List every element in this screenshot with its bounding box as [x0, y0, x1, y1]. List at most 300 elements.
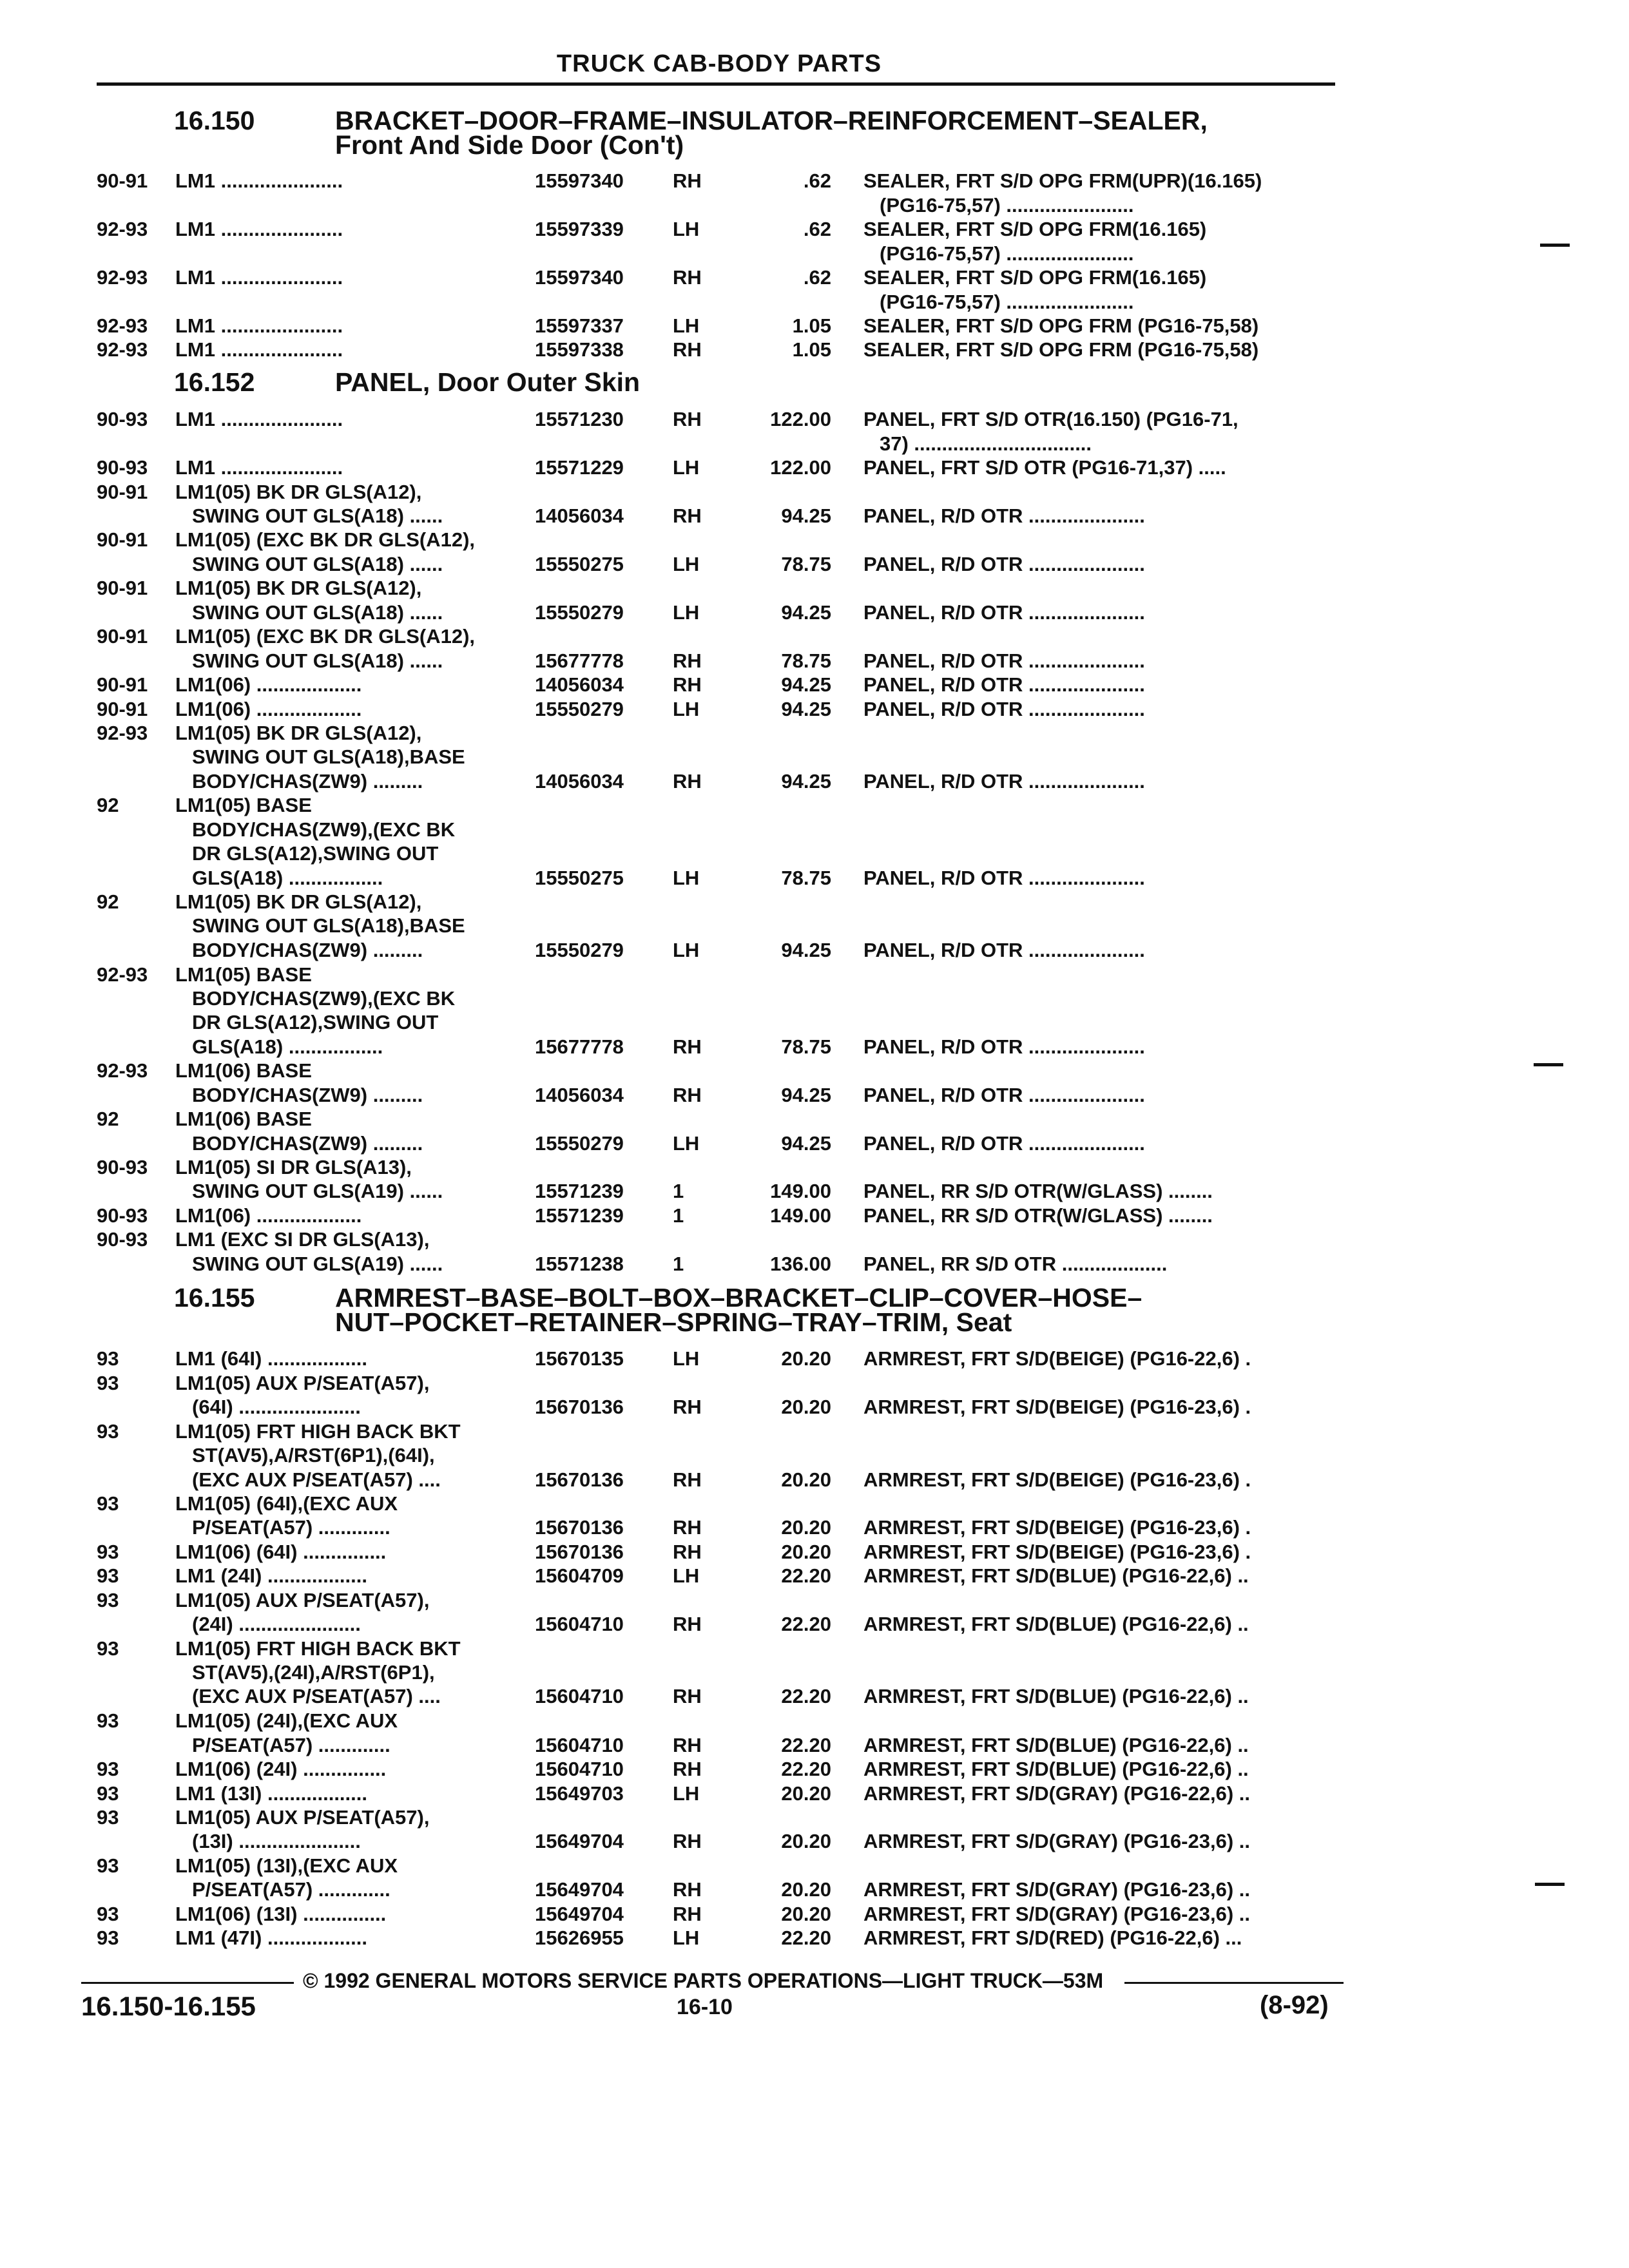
- year-cell: 90-91: [97, 698, 148, 720]
- model-cell: SWING OUT GLS(A18) ......: [192, 553, 443, 575]
- year-cell: 93: [97, 1347, 119, 1370]
- model-cell: (24I) ......................: [192, 1613, 361, 1635]
- price-cell: 20.20: [781, 1903, 831, 1925]
- part-row: [0, 193, 1629, 218]
- part-row: [0, 576, 1629, 601]
- part-number-cell: 15649704: [535, 1878, 624, 1901]
- part-number-cell: 15571230: [535, 408, 624, 430]
- part-row: [0, 314, 1629, 338]
- part-row: [0, 1782, 1629, 1806]
- part-number-cell: 15670136: [535, 1541, 624, 1563]
- model-cell: SWING OUT GLS(A18),BASE: [192, 914, 465, 937]
- price-cell: 94.25: [781, 601, 831, 624]
- year-cell: 92-93: [97, 218, 148, 240]
- part-row: [0, 1395, 1629, 1419]
- model-cell: BODY/CHAS(ZW9) .........: [192, 939, 423, 961]
- model-cell: DR GLS(A12),SWING OUT: [192, 1011, 439, 1033]
- price-cell: 22.20: [781, 1685, 831, 1707]
- part-row: [0, 1083, 1629, 1108]
- side-cell: RH: [673, 673, 702, 696]
- part-row: [0, 456, 1629, 480]
- side-cell: RH: [673, 1685, 702, 1707]
- description-cell: PANEL, RR S/D OTR ...................: [863, 1253, 1168, 1275]
- model-cell: LM1(05) BASE: [175, 963, 312, 986]
- price-cell: 94.25: [781, 1084, 831, 1106]
- model-cell: LM1(06) BASE: [175, 1059, 312, 1082]
- year-cell: 93: [97, 1541, 119, 1563]
- part-number-cell: 15571229: [535, 456, 624, 479]
- description-cell: SEALER, FRT S/D OPG FRM(16.165): [863, 218, 1207, 240]
- description-cell: ARMREST, FRT S/D(BEIGE) (PG16-22,6) .: [863, 1347, 1251, 1370]
- model-cell: BODY/CHAS(ZW9) .........: [192, 1132, 423, 1155]
- year-cell: 90-91: [97, 577, 148, 599]
- part-row: [0, 673, 1629, 697]
- side-cell: RH: [673, 1613, 702, 1635]
- part-number-cell: 15649704: [535, 1903, 624, 1925]
- part-number-cell: 15649704: [535, 1830, 624, 1852]
- part-row: [0, 890, 1629, 914]
- model-cell: LM1(05) SI DR GLS(A13),: [175, 1156, 412, 1178]
- price-cell: 22.20: [781, 1734, 831, 1756]
- part-number-cell: 15597338: [535, 338, 624, 361]
- model-cell: LM1 ......................: [175, 314, 343, 337]
- part-number-cell: 15604710: [535, 1613, 624, 1635]
- year-cell: 90-93: [97, 1204, 148, 1227]
- model-cell: P/SEAT(A57) .............: [192, 1516, 390, 1539]
- part-row: [0, 407, 1629, 432]
- price-cell: .62: [803, 169, 831, 192]
- model-cell: LM1 (13I) ..................: [175, 1782, 367, 1805]
- part-row: [0, 1010, 1629, 1035]
- model-cell: LM1(05) FRT HIGH BACK BKT: [175, 1637, 461, 1660]
- description-cell: ARMREST, FRT S/D(RED) (PG16-22,6) ...: [863, 1927, 1242, 1949]
- part-number-cell: 15550275: [535, 867, 624, 889]
- price-cell: 20.20: [781, 1878, 831, 1901]
- price-cell: 78.75: [781, 867, 831, 889]
- part-row: [0, 1179, 1629, 1204]
- year-cell: 93: [97, 1637, 119, 1660]
- description-cell: PANEL, RR S/D OTR(W/GLASS) ........: [863, 1204, 1213, 1227]
- side-cell: RH: [673, 1903, 702, 1925]
- model-cell: BODY/CHAS(ZW9),(EXC BK: [192, 818, 456, 841]
- year-cell: 92: [97, 1108, 119, 1130]
- description-cell: PANEL, R/D OTR .....................: [863, 601, 1145, 624]
- part-number-cell: 15597340: [535, 266, 624, 289]
- side-cell: LH: [673, 314, 700, 337]
- part-row: [0, 1540, 1629, 1564]
- section-title: ARMREST–BASE–BOLT–BOX–BRACKET–CLIP–COVER–HOSE–: [335, 1283, 1142, 1312]
- part-row: [0, 866, 1629, 890]
- part-row: [0, 290, 1629, 314]
- footer-page-number: 16-10: [677, 1995, 733, 2019]
- model-cell: SWING OUT GLS(A18) ......: [192, 649, 443, 672]
- part-number-cell: 15571239: [535, 1204, 624, 1227]
- model-cell: P/SEAT(A57) .............: [192, 1734, 390, 1756]
- model-cell: LM1(05) BK DR GLS(A12),: [175, 481, 422, 503]
- part-row: [0, 1347, 1629, 1371]
- year-cell: 93: [97, 1903, 119, 1925]
- part-row: [0, 963, 1629, 987]
- year-cell: 92: [97, 890, 119, 913]
- model-cell: (EXC AUX P/SEAT(A57) ....: [192, 1685, 441, 1707]
- model-cell: LM1 ......................: [175, 408, 343, 430]
- side-cell: LH: [673, 1927, 700, 1949]
- year-cell: 90-93: [97, 1156, 148, 1178]
- model-cell: LM1(05) BK DR GLS(A12),: [175, 577, 422, 599]
- model-cell: ST(AV5),A/RST(6P1),(64I),: [192, 1444, 435, 1466]
- model-cell: LM1 ......................: [175, 218, 343, 240]
- year-cell: 93: [97, 1420, 119, 1443]
- part-number-cell: 14056034: [535, 673, 624, 696]
- model-cell: SWING OUT GLS(A19) ......: [192, 1253, 443, 1275]
- section-number: 16.155: [174, 1283, 255, 1312]
- part-number-cell: 15670136: [535, 1516, 624, 1539]
- part-row: [0, 914, 1629, 938]
- part-row: [0, 1564, 1629, 1588]
- part-row: [0, 1829, 1629, 1854]
- price-cell: 94.25: [781, 1132, 831, 1155]
- model-cell: LM1(06) (24I) ...............: [175, 1758, 387, 1780]
- description-cell: PANEL, R/D OTR .....................: [863, 1084, 1145, 1106]
- model-cell: LM1(05) BASE: [175, 794, 312, 816]
- price-cell: 122.00: [770, 408, 831, 430]
- part-row: [0, 552, 1629, 577]
- part-row: [0, 1854, 1629, 1878]
- year-cell: 93: [97, 1806, 119, 1829]
- description-cell: ARMREST, FRT S/D(GRAY) (PG16-23,6) ..: [863, 1878, 1251, 1901]
- description-cell: ARMREST, FRT S/D(GRAY) (PG16-23,6) ..: [863, 1830, 1251, 1852]
- side-cell: LH: [673, 218, 700, 240]
- price-cell: 1.05: [792, 314, 831, 337]
- model-cell: (64I) ......................: [192, 1396, 361, 1418]
- model-cell: LM1(05) BK DR GLS(A12),: [175, 890, 422, 913]
- part-row: [0, 1059, 1629, 1083]
- part-row: [0, 1131, 1629, 1156]
- part-row: [0, 938, 1629, 963]
- part-row: [0, 1371, 1629, 1396]
- model-cell: LM1(06) (13I) ...............: [175, 1903, 387, 1925]
- price-cell: 22.20: [781, 1927, 831, 1949]
- side-cell: LH: [673, 939, 700, 961]
- price-cell: 22.20: [781, 1564, 831, 1587]
- description-cell: PANEL, R/D OTR .....................: [863, 673, 1145, 696]
- part-row: [0, 1757, 1629, 1782]
- model-cell: LM1(05) (24I),(EXC AUX: [175, 1709, 398, 1732]
- price-cell: 94.25: [781, 505, 831, 527]
- side-cell: LH: [673, 1782, 700, 1805]
- year-cell: 92: [97, 794, 119, 816]
- part-number-cell: 15550279: [535, 1132, 624, 1155]
- price-cell: 78.75: [781, 553, 831, 575]
- part-number-cell: 15604710: [535, 1734, 624, 1756]
- model-cell: LM1(06) BASE: [175, 1108, 312, 1130]
- year-cell: 93: [97, 1372, 119, 1394]
- header-rule: [97, 82, 1335, 86]
- part-row: [0, 242, 1629, 266]
- part-row: [0, 265, 1629, 290]
- side-cell: RH: [673, 1758, 702, 1780]
- model-cell: BODY/CHAS(ZW9) .........: [192, 1084, 423, 1106]
- price-cell: 22.20: [781, 1758, 831, 1780]
- part-row: [0, 1252, 1629, 1276]
- model-cell: BODY/CHAS(ZW9),(EXC BK: [192, 987, 456, 1010]
- price-cell: 20.20: [781, 1516, 831, 1539]
- part-row: [0, 986, 1629, 1011]
- side-cell: LH: [673, 456, 700, 479]
- price-cell: .62: [803, 266, 831, 289]
- part-row: [0, 697, 1629, 722]
- part-number-cell: 15571238: [535, 1253, 624, 1275]
- part-number-cell: 15670135: [535, 1347, 624, 1370]
- part-number-cell: 15677778: [535, 1035, 624, 1058]
- model-cell: LM1(05) (EXC BK DR GLS(A12),: [175, 528, 476, 551]
- model-cell: SWING OUT GLS(A19) ......: [192, 1180, 443, 1202]
- description-cell: PANEL, RR S/D OTR(W/GLASS) ........: [863, 1180, 1213, 1202]
- part-number-cell: 15550279: [535, 698, 624, 720]
- model-cell: LM1 ......................: [175, 169, 343, 192]
- price-cell: 78.75: [781, 1035, 831, 1058]
- part-row: [0, 745, 1629, 769]
- footer-date: (8-92): [1260, 1991, 1329, 2019]
- side-cell: LH: [673, 553, 700, 575]
- side-cell: RH: [673, 169, 702, 192]
- footer-section-range: 16.150-16.155: [81, 1991, 256, 2021]
- side-cell: 1: [673, 1204, 684, 1227]
- part-number-cell: 14056034: [535, 505, 624, 527]
- year-cell: 93: [97, 1854, 119, 1877]
- model-cell: LM1(05) (EXC BK DR GLS(A12),: [175, 625, 476, 648]
- model-cell: LM1(05) AUX P/SEAT(A57),: [175, 1372, 430, 1394]
- description-cell: PANEL, FRT S/D OTR (PG16-71,37) .....: [863, 456, 1226, 479]
- year-cell: 93: [97, 1758, 119, 1780]
- side-cell: RH: [673, 1734, 702, 1756]
- year-cell: 93: [97, 1927, 119, 1949]
- side-cell: RH: [673, 649, 702, 672]
- year-cell: 92-93: [97, 314, 148, 337]
- model-cell: LM1(06) ...................: [175, 673, 362, 696]
- part-number-cell: 15649703: [535, 1782, 624, 1805]
- part-row: [0, 1492, 1629, 1516]
- model-cell: LM1 ......................: [175, 456, 343, 479]
- part-row: [0, 1227, 1629, 1252]
- model-cell: LM1(05) AUX P/SEAT(A57),: [175, 1589, 430, 1611]
- part-row: [0, 217, 1629, 242]
- side-cell: LH: [673, 601, 700, 624]
- side-cell: 1: [673, 1180, 684, 1202]
- description-cell: PANEL, R/D OTR .....................: [863, 649, 1145, 672]
- model-cell: SWING OUT GLS(A18),BASE: [192, 745, 465, 768]
- year-cell: 93: [97, 1589, 119, 1611]
- model-cell: LM1(06) ...................: [175, 698, 362, 720]
- part-row: [0, 1805, 1629, 1830]
- description-cell: (PG16-75,57) .......................: [880, 242, 1134, 265]
- model-cell: LM1 ......................: [175, 338, 343, 361]
- price-cell: 22.20: [781, 1613, 831, 1635]
- side-cell: RH: [673, 505, 702, 527]
- margin-mark: [1535, 1883, 1565, 1886]
- part-row: [0, 1443, 1629, 1468]
- page-title: TRUCK CAB-BODY PARTS: [556, 50, 882, 77]
- model-cell: SWING OUT GLS(A18) ......: [192, 601, 443, 624]
- description-cell: SEALER, FRT S/D OPG FRM(16.165): [863, 266, 1207, 289]
- description-cell: PANEL, R/D OTR .....................: [863, 867, 1145, 889]
- description-cell: PANEL, R/D OTR .....................: [863, 505, 1145, 527]
- part-number-cell: 15550275: [535, 553, 624, 575]
- year-cell: 90-91: [97, 528, 148, 551]
- part-number-cell: 15604710: [535, 1685, 624, 1707]
- side-cell: LH: [673, 1564, 700, 1587]
- part-number-cell: 14056034: [535, 1084, 624, 1106]
- part-row: [0, 721, 1629, 745]
- part-row: [0, 1204, 1629, 1228]
- year-cell: 90-91: [97, 625, 148, 648]
- model-cell: LM1 (64I) ..................: [175, 1347, 367, 1370]
- part-row: [0, 1515, 1629, 1540]
- section-number: 16.150: [174, 106, 255, 135]
- price-cell: 20.20: [781, 1468, 831, 1491]
- price-cell: 149.00: [770, 1204, 831, 1227]
- price-cell: 149.00: [770, 1180, 831, 1202]
- part-row: [0, 1902, 1629, 1927]
- part-row: [0, 1684, 1629, 1709]
- part-row: [0, 1926, 1629, 1950]
- description-cell: SEALER, FRT S/D OPG FRM(UPR)(16.165): [863, 169, 1262, 192]
- side-cell: RH: [673, 1468, 702, 1491]
- part-row: [0, 841, 1629, 866]
- part-row: [0, 601, 1629, 625]
- year-cell: 90-93: [97, 456, 148, 479]
- price-cell: 20.20: [781, 1782, 831, 1805]
- part-row: [0, 1709, 1629, 1733]
- model-cell: DR GLS(A12),SWING OUT: [192, 842, 439, 865]
- description-cell: PANEL, R/D OTR .....................: [863, 1132, 1145, 1155]
- model-cell: GLS(A18) .................: [192, 1035, 383, 1058]
- part-row: [0, 1035, 1629, 1059]
- year-cell: 90-91: [97, 169, 148, 192]
- description-cell: PANEL, R/D OTR .....................: [863, 553, 1145, 575]
- part-row: [0, 649, 1629, 673]
- part-number-cell: 15604710: [535, 1758, 624, 1780]
- year-cell: 92-93: [97, 722, 148, 744]
- footer-copyright: © 1992 GENERAL MOTORS SERVICE PARTS OPERATIONS—LIGHT TRUCK—53M: [303, 1969, 1104, 1992]
- part-number-cell: 15597340: [535, 169, 624, 192]
- side-cell: 1: [673, 1253, 684, 1275]
- description-cell: ARMREST, FRT S/D(BEIGE) (PG16-23,6) .: [863, 1468, 1251, 1491]
- footer-rule-right: [1124, 1982, 1344, 1984]
- model-cell: ST(AV5),(24I),A/RST(6P1),: [192, 1661, 435, 1684]
- side-cell: RH: [673, 338, 702, 361]
- part-number-cell: 15597337: [535, 314, 624, 337]
- model-cell: (EXC AUX P/SEAT(A57) ....: [192, 1468, 441, 1491]
- model-cell: BODY/CHAS(ZW9) .........: [192, 770, 423, 793]
- year-cell: 90-93: [97, 408, 148, 430]
- model-cell: (13I) ......................: [192, 1830, 361, 1852]
- part-row: [0, 432, 1629, 456]
- price-cell: 94.25: [781, 939, 831, 961]
- price-cell: .62: [803, 218, 831, 240]
- part-number-cell: 15677778: [535, 649, 624, 672]
- model-cell: LM1(05) FRT HIGH BACK BKT: [175, 1420, 461, 1443]
- side-cell: LH: [673, 1132, 700, 1155]
- side-cell: LH: [673, 867, 700, 889]
- price-cell: 94.25: [781, 673, 831, 696]
- part-row: [0, 1107, 1629, 1131]
- side-cell: RH: [673, 1084, 702, 1106]
- model-cell: LM1 (24I) ..................: [175, 1564, 367, 1587]
- part-number-cell: 15670136: [535, 1396, 624, 1418]
- description-cell: ARMREST, FRT S/D(BLUE) (PG16-22,6) ..: [863, 1685, 1249, 1707]
- year-cell: 92-93: [97, 963, 148, 986]
- year-cell: 93: [97, 1782, 119, 1805]
- year-cell: 93: [97, 1564, 119, 1587]
- model-cell: LM1 ......................: [175, 266, 343, 289]
- price-cell: 20.20: [781, 1347, 831, 1370]
- part-row: [0, 480, 1629, 505]
- part-row: [0, 169, 1629, 193]
- part-number-cell: 15550279: [535, 939, 624, 961]
- part-number-cell: 15597339: [535, 218, 624, 240]
- description-cell: PANEL, FRT S/D OTR(16.150) (PG16-71,: [863, 408, 1239, 430]
- description-cell: ARMREST, FRT S/D(GRAY) (PG16-22,6) ..: [863, 1782, 1251, 1805]
- model-cell: LM1(06) ...................: [175, 1204, 362, 1227]
- description-cell: (PG16-75,57) .......................: [880, 194, 1134, 216]
- margin-mark: [1540, 244, 1570, 247]
- price-cell: 122.00: [770, 456, 831, 479]
- side-cell: RH: [673, 1878, 702, 1901]
- part-row: [0, 818, 1629, 842]
- price-cell: 20.20: [781, 1830, 831, 1852]
- side-cell: RH: [673, 1396, 702, 1418]
- section-title: PANEL, Door Outer Skin: [335, 367, 641, 397]
- part-row: [0, 1878, 1629, 1902]
- description-cell: ARMREST, FRT S/D(BEIGE) (PG16-23,6) .: [863, 1541, 1251, 1563]
- model-cell: LM1(05) (13I),(EXC AUX: [175, 1854, 398, 1877]
- description-cell: PANEL, R/D OTR .....................: [863, 1035, 1145, 1058]
- description-cell: ARMREST, FRT S/D(BLUE) (PG16-22,6) ..: [863, 1613, 1249, 1635]
- part-row: [0, 1419, 1629, 1444]
- year-cell: 90-93: [97, 1228, 148, 1251]
- year-cell: 92-93: [97, 338, 148, 361]
- part-row: [0, 338, 1629, 362]
- description-cell: ARMREST, FRT S/D(BEIGE) (PG16-23,6) .: [863, 1516, 1251, 1539]
- footer-rule-left: [81, 1982, 294, 1984]
- margin-mark: [1534, 1063, 1563, 1066]
- side-cell: RH: [673, 1830, 702, 1852]
- part-number-cell: 14056034: [535, 770, 624, 793]
- description-cell: SEALER, FRT S/D OPG FRM (PG16-75,58): [863, 338, 1259, 361]
- part-number-cell: 15670136: [535, 1468, 624, 1491]
- part-row: [0, 624, 1629, 649]
- description-cell: ARMREST, FRT S/D(BLUE) (PG16-22,6) ..: [863, 1734, 1249, 1756]
- price-cell: 1.05: [792, 338, 831, 361]
- part-row: [0, 1637, 1629, 1661]
- year-cell: 90-91: [97, 481, 148, 503]
- part-row: [0, 1468, 1629, 1492]
- description-cell: 37) ................................: [880, 432, 1092, 455]
- model-cell: LM1 (47I) ..................: [175, 1927, 367, 1949]
- part-row: [0, 793, 1629, 818]
- model-cell: LM1(06) (64I) ...............: [175, 1541, 387, 1563]
- year-cell: 90-91: [97, 673, 148, 696]
- part-number-cell: 15550279: [535, 601, 624, 624]
- description-cell: ARMREST, FRT S/D(BLUE) (PG16-22,6) ..: [863, 1758, 1249, 1780]
- part-row: [0, 1660, 1629, 1685]
- model-cell: LM1(05) (64I),(EXC AUX: [175, 1492, 398, 1515]
- year-cell: 92-93: [97, 1059, 148, 1082]
- model-cell: LM1(05) AUX P/SEAT(A57),: [175, 1806, 430, 1829]
- part-row: [0, 1155, 1629, 1180]
- side-cell: RH: [673, 266, 702, 289]
